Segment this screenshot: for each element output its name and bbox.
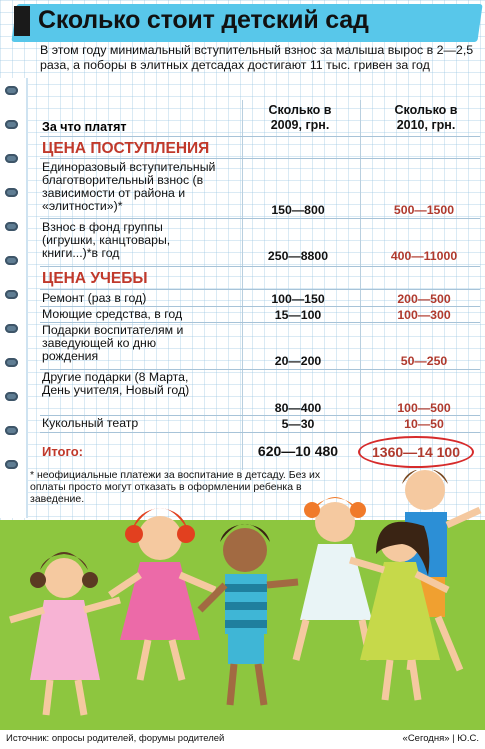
- table-row-label: Моющие средства, в год: [42, 307, 183, 321]
- row-divider: [40, 289, 480, 290]
- child-icon: [10, 552, 120, 715]
- binder-ring-icon: [5, 86, 18, 95]
- table-cell-2010: 100—300: [397, 308, 451, 322]
- binder-ring-icon: [5, 290, 18, 299]
- binder-ring-icon: [5, 392, 18, 401]
- total-label: Итого:: [42, 444, 83, 459]
- binder-ring-icon: [5, 324, 18, 333]
- total-2009: 620—10 480: [257, 443, 339, 459]
- binder-ring-icon: [5, 426, 18, 435]
- table-cell-2009: 100—150: [271, 292, 325, 306]
- row-divider: [40, 432, 480, 433]
- binder-ring-icon: [5, 120, 18, 129]
- binder-ring-icon: [5, 154, 18, 163]
- table-cell-2010: 500—1500: [393, 203, 455, 217]
- binder-ring-icon: [5, 358, 18, 367]
- title-marker: [14, 6, 30, 36]
- total-2010: 1360—14 100: [358, 436, 474, 468]
- footnote: * неофициальные платежи за воспитание в детсаду. Без их оплаты просто могут отказать в оформлении ребенка в заведение.: [30, 469, 321, 505]
- table-row-label: Единоразовый вступительный благотворительный взнос (в зависимости от района и «элитности»)*: [42, 160, 216, 213]
- table-cell-2010: 200—500: [397, 292, 451, 306]
- source-text: Источник: опросы родителей, форумы родителей: [6, 733, 225, 744]
- table-cell-2009: 250—8800: [267, 249, 329, 263]
- row-divider: [40, 136, 480, 137]
- page-title: Сколько стоит детский сад: [38, 6, 369, 34]
- table-cell-2009: 20—200: [274, 354, 322, 368]
- table-cell-2010: 400—11000: [390, 249, 458, 263]
- credit-text: «Сегодня» | Ю.С.: [402, 733, 479, 744]
- table-cell-2010: 50—250: [400, 354, 448, 368]
- children-illustration: [0, 470, 485, 730]
- child-icon: [110, 508, 215, 680]
- table-cell-2010: 100—500: [397, 401, 451, 415]
- section-title-admission: ЦЕНА ПОСТУПЛЕНИЯ: [42, 140, 210, 157]
- binder-ring-icon: [5, 188, 18, 197]
- column-header-2010: Сколько в 2010, грн.: [394, 103, 458, 132]
- row-divider: [40, 266, 480, 267]
- table-row-label: Кукольный театр: [42, 416, 139, 430]
- child-icon: [296, 497, 372, 660]
- table-cell-2009: 80—400: [274, 401, 322, 415]
- child-icon: [200, 524, 298, 705]
- table-cell-2009: 150—800: [271, 203, 325, 217]
- row-divider: [40, 218, 480, 219]
- table-cell-2009: 5—30: [281, 417, 315, 431]
- table-row-label: Ремонт (раз в год): [42, 291, 147, 305]
- section-title-education: ЦЕНА УЧЕБЫ: [42, 270, 148, 287]
- subtitle: В этом году минимальный вступительный взнос за малыша вырос в 2—2,5 раза, а поборы в элитных детсадах достигают 11 тыс. гривен за год: [40, 43, 474, 72]
- row-divider: [40, 158, 480, 159]
- binder-ring-icon: [5, 222, 18, 231]
- column-header-item: За что платят: [42, 120, 127, 134]
- table-cell-2010: 10—50: [404, 417, 444, 431]
- table-cell-2009: 15—100: [274, 308, 322, 322]
- binder-ring-icon: [5, 256, 18, 265]
- table-row-label: Подарки воспитателям и заведующей ко дню рождения: [42, 323, 184, 363]
- table-row-label: Взнос в фонд группы (игрушки, канцтовары, книги...)*в год: [42, 220, 171, 260]
- column-header-2009: Сколько в 2009, грн.: [268, 103, 332, 132]
- binder-ring-icon: [5, 460, 18, 469]
- notebook-strip: [0, 78, 28, 518]
- table-row-label: Другие подарки (8 Марта, День учителя, Новый год): [42, 370, 190, 397]
